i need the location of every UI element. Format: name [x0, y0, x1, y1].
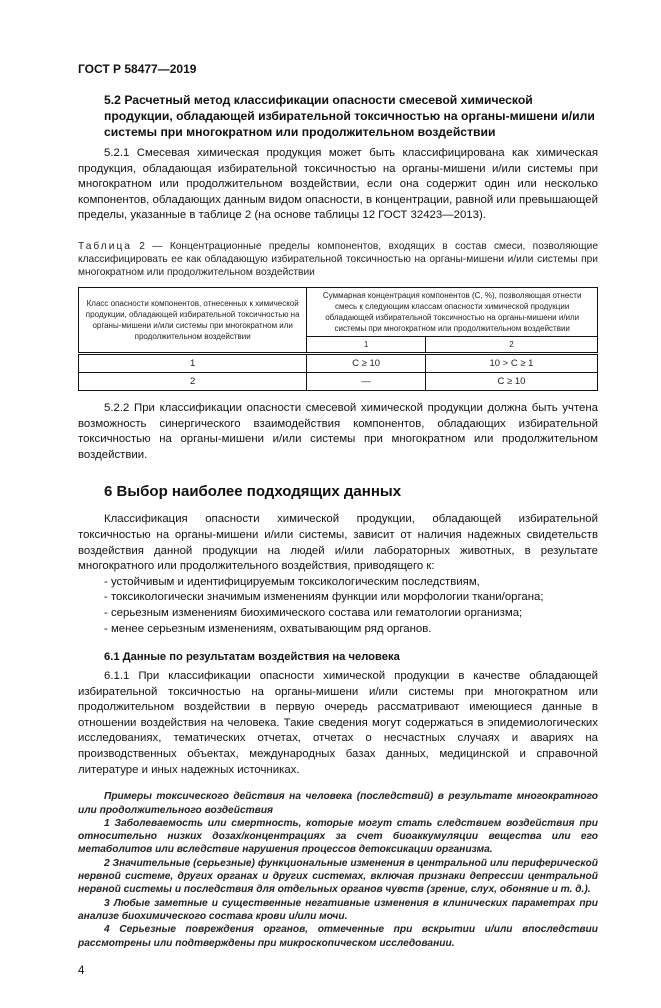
section-5-2-heading: 5.2 Расчетный метод классификации опасности смесевой химической продукции, обладающей избирательной токсичностью на органы-мишени и/или системы при многократном или продолжительном воздействии — [104, 93, 595, 139]
table-cell: 10 > C ≥ 1 — [425, 353, 597, 372]
effects-list — [78, 575, 598, 637]
example-item: 4 Серьезные повреждения органов, отмеченные при вскрытии и/или впоследствии рассмотрены или подтверждены при микроскопическом исследовании. — [78, 924, 598, 949]
table-subheader: 1 — [307, 336, 426, 353]
table-cell: C ≥ 10 — [307, 353, 426, 372]
list-item: - менее серьезным изменениям, охватывающим ряд органов. — [104, 622, 432, 635]
example-item: 3 Любые заметные и существенные негативные изменения в клинических параметрах при анализе биохимического состава крови и/или мочи. — [78, 897, 598, 922]
table-subheader: 2 — [425, 336, 597, 353]
table-row — [79, 353, 598, 372]
list-item: - токсикологически значимым изменениям функции или морфологии ткани/органа; — [104, 591, 544, 604]
table-cell: — — [307, 372, 426, 390]
table-caption-text: 2 — Концентрационные пределы компонентов, входящих в состав смеси, позволяющие классифицировать ее как обладающую избирательной токсичностью на органы-мишени и/или системы при многократном или продолжительном воздействии — [78, 240, 598, 278]
page-number: 4 — [78, 964, 85, 977]
paragraph-6-1-1: 6.1.1 При классификации опасности химической продукции в качестве обладающей избирательной токсичностью на органы-мишени и/или системы при многократном или продолжительном воздействии в первую очередь рассматривают имеющиеся данные в отношении воздействия на человека. Такие сведения могут содержаться в эпидемиологических исследованиях, тематических отчетах, отчетах о несчастных случаях и авариях на производственных объектах, международных базах данных, медицинской и справочной литературе и иных надежных источниках. — [78, 670, 598, 776]
document-header: ГОСТ Р 58477—2019 — [78, 62, 197, 76]
table-cell: C ≥ 10 — [425, 372, 597, 390]
table-caption-label: Таблица — [78, 240, 132, 252]
table-caption — [78, 240, 598, 279]
table-row — [79, 372, 598, 390]
table-cell: 2 — [79, 372, 307, 390]
section-6-1-heading: 6.1 Данные по результатам воздействия на человека — [104, 651, 400, 664]
list-item: - серьезным изменениям биохимического состава или гематологии организма; — [104, 606, 523, 619]
table-cell: 1 — [79, 353, 307, 372]
paragraph-5-2-2: 5.2.2 При классификации опасности смесевой химической продукции должна быть учтена возможность синергического взаимодействия компонентов, обладающих избирательной токсичностью на органы-мишени и/или системы при многократном или продолжительном воздействии. — [78, 401, 598, 461]
table-header-hazard-class: Класс опасности компонентов, отнесенных к химической продукции, обладающей избирательной токсичностью на органы-мишени и/или системы при многократном или продолжительном воздействии — [79, 287, 307, 353]
section-6-heading: 6 Выбор наиболее подходящих данных — [104, 483, 402, 501]
example-item: 2 Значительные (серьезные) функциональные изменения в центральной или периферической нервной системе, других органах и других системах, включая признаки депрессии центральной нервной системы и последствия для отдельных органов чувств (зрение, слух, обоняние и т. д.). — [78, 857, 598, 896]
examples-heading: Примеры токсического действия на человека (последствий) в результате многократного или продолжительного воздействия — [78, 791, 598, 816]
example-item: 1 Заболеваемость или смертность, которые могут стать следствием воздействия при относительно низких дозах/концентрациях за счет биоаккумуляции вещества или его метаболитов или вследствие нарушения процессов детоксикации организма. — [78, 817, 598, 856]
paragraph-6-intro: Классификация опасности химической продукции, обладающей избирательной токсичностью на органы-мишени и/или системы, зависит от наличия надежных свидетельств воздействия данной продукции на людей и/или лабораторных животных, в результате многократного или продолжительного воздействия, приводящего к: — [78, 513, 598, 573]
paragraph-5-2-1: 5.2.1 Смесевая химическая продукция может быть классифицирована как химическая продукция, обладающая избирательной токсичностью на органы-мишени и/или системы при многократном или продолжительном воздействии, если она содержит один или несколько компонентов, обладающих данным видом опасности, в концентрации, равной или превышающей пределы, указанные в таблице 2 (на основе таблицы 12 ГОСТ 32423—2013). — [78, 147, 598, 222]
table-header-concentration: Суммарная концентрация компонентов (С, %), позволяющая отнести смесь к следующим классам опасности химической продукции обладающей избирательной токсичностью на органы-мишени и/или системы при многократном или продолжительном воздействии — [307, 287, 598, 336]
concentration-table — [78, 287, 598, 391]
list-item: - устойчивым и идентифицируемым токсикологическим последствиям, — [104, 575, 480, 588]
document-page — [78, 0, 598, 1008]
